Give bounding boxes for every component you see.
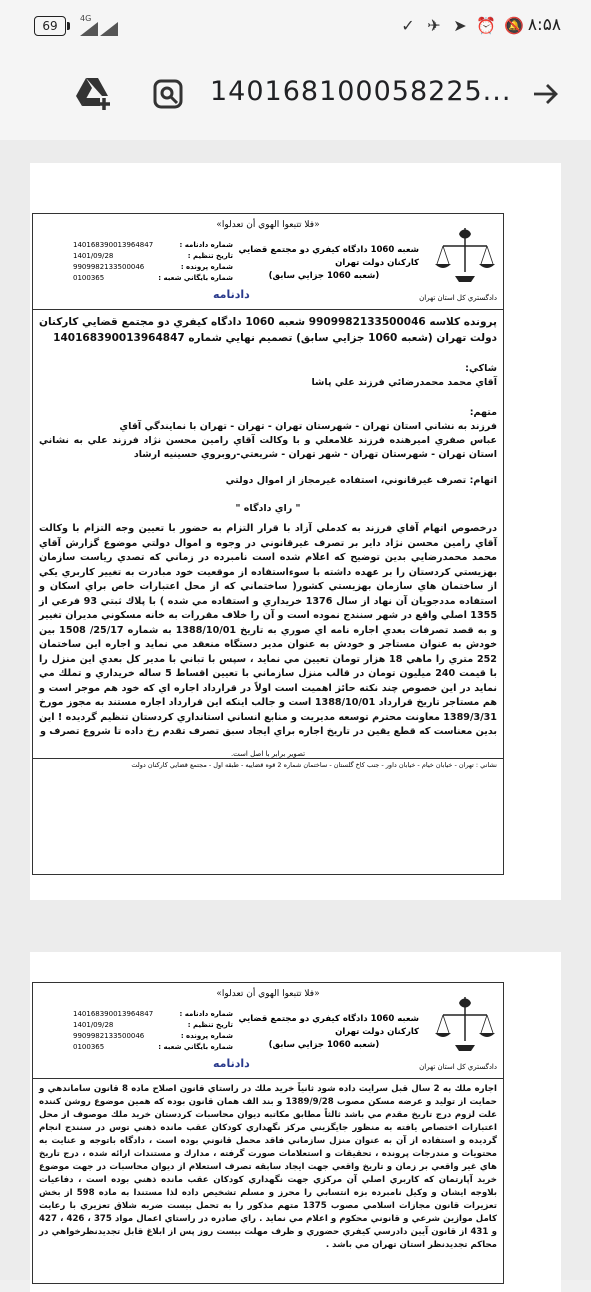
- meta-label: شماره بايگاني شعبه :: [158, 1043, 233, 1051]
- check-icon: ✓: [401, 16, 415, 35]
- meta-value: 1401/09/28: [73, 252, 114, 260]
- case-metadata: [73, 1009, 233, 1053]
- meta-row: [73, 1020, 233, 1031]
- plaintiff-label: شاكي:: [465, 363, 497, 374]
- meta-row: [73, 273, 233, 284]
- case-metadata: [73, 240, 233, 284]
- document-header: [33, 983, 503, 1079]
- arrow-forward-icon: [532, 80, 560, 108]
- court-name: دادگستري كل استان تهران: [419, 294, 497, 302]
- court-opinion-heading: " راي دادگاه ": [235, 503, 301, 514]
- branch-line: شعبه 1060 دادگاه كيفري دو مجتمع قضايي كاركنان دولت تهران: [238, 1014, 419, 1037]
- case-line: پرونده كلاسه 9909982133500046 شعبه 1060 دادگاه كيفري دو مجتمع قضايي كاركنان دولت تهران (شعبه 1060 جزايي سابق) تصميم نهايي شماره 140168390013964847: [39, 316, 497, 344]
- verdict-title: دادنامه: [213, 288, 250, 301]
- branch-name: [229, 1013, 419, 1052]
- signal-icon: [100, 22, 118, 36]
- meta-row: [73, 262, 233, 273]
- meta-value: 9909982133500046: [73, 263, 145, 271]
- branch-name: [229, 244, 419, 283]
- google-lens-button[interactable]: [148, 74, 188, 114]
- open-button[interactable]: [526, 74, 566, 114]
- accused-line: فرزند به نشاني استان تهران - شهرستان تهران - تهران - تهران با نمايندگي آقاي: [119, 421, 497, 432]
- court-address: نشاني : تهران - خيابان خيام - خيابان داور - جنب كاخ گلستان - ساختمان شماره 2 قوه قضاييه - طبقه اول - مجتمع قضايي كاركنان دولت: [33, 758, 503, 771]
- branch-line: (شعبه 1060 جزايي سابق): [268, 271, 380, 281]
- clock: ۸:۵۸: [527, 15, 561, 35]
- bismillah: «فلا تتبعوا الهوي أن تعدلوا»: [216, 220, 320, 230]
- alarm-icon: ⏰: [476, 16, 496, 35]
- app-toolbar: [0, 52, 591, 141]
- meta-label: شماره دادنامه :: [179, 1010, 233, 1018]
- meta-label: تاريخ تنظيم :: [187, 1021, 233, 1029]
- verdict-body: [33, 310, 503, 750]
- accused-line: عباس صفري اميرهنده فرزند غلامعلي و با وكالت آقاي رامين محسن نژاد فرزند علي به نشاني استان تهران - شهرستان تهران - شهر تهران - شريعتي-روبروي حسينيه ارشاد: [39, 435, 497, 460]
- charge-line: [39, 474, 497, 488]
- signal-icon: [80, 22, 98, 36]
- meta-label: شماره دادنامه :: [179, 241, 233, 249]
- meta-row: [73, 251, 233, 262]
- verdict-frame: [32, 213, 504, 875]
- meta-value: 9909982133500046: [73, 1032, 145, 1040]
- branch-line: (شعبه 1060 جزايي سابق): [268, 1040, 380, 1050]
- file-title: 140168100058225...: [210, 76, 512, 107]
- accused-label: متهم:: [469, 407, 497, 418]
- charge-label: اتهام:: [469, 475, 497, 486]
- branch-line: شعبه 1060 دادگاه كيفري دو مجتمع قضايي كاركنان دولت تهران: [238, 245, 419, 268]
- meta-value: 140168390013964847: [73, 241, 154, 249]
- document-page-1: [30, 163, 561, 900]
- meta-label: شماره بايگاني شعبه :: [158, 274, 233, 282]
- meta-row: [73, 240, 233, 251]
- meta-label: تاريخ تنظيم :: [187, 252, 233, 260]
- document-page-2: [30, 952, 561, 1292]
- bismillah: «فلا تتبعوا الهوي أن تعدلوا»: [216, 989, 320, 999]
- verdict-frame: [32, 982, 504, 1284]
- meta-row: [73, 1042, 233, 1053]
- telegram-icon: ➤: [453, 16, 467, 35]
- meta-value: 140168390013964847: [73, 1010, 154, 1018]
- status-bar: [0, 0, 591, 52]
- verdict-paragraph: درخصوص اتهام آقاي فرزند به كدملي آزاد با قرار التزام به حضور با تعيين وجه التزام با وكالت آقاي رامين محسن نژاد داير بر تصرف غيرقانوني در وجوه و اموال دولتي موضوع گزارش آقاي محمد محمدرضايي بدين توضيح كه اعلام شده است نامبرده در زماني كه تصدي رياست سازمان بهزيستي كردستان را بر عهده داشته با سوءاستفاده از موقعيت خود مبادرت به تغيير كاربري يكي از ساختمان هاي سازمان بهزيستي كشور( ساختماني كه از محل اعتبارات خاص براي اسكان و استفاده مددجويان آن نهاد از سال 1376 خريداري و استفاده مي شده ) با پلاك ثبتي 93 فرعي از 1355 اصلي واقع در شهر سنندج نموده است و آن را خلاف مقررات به خانه مسكوني مديران تغيير و به قصد تصرفات بعدي اجاره نامه اي صوري به تاريخ 1388/10/01 به شماره 25/17/ 1508 بين خودش به عنوان مستاجر و خودش به عنوان مدير دستگاه منعقد مي نمايد و اجاره اين ساختمان 252 متري را ماهي 18 هزار تومان تعيين مي نمايد ، سپس با تباني با مدير كل بعدي اين منزل را با قيمت 240 ميليون تومان در قالب منزل سازماني با تعيين اقساط 5 ساله خريداري و تملك مي نمايد در اين خصوص چند نكته حائز اهميت است اولاً در قرارداد اجاره اي كه خود هم موجر است و هم مستاجر تاريخ قرارداد 1388/10/01 است و جالب اينكه اين قرارداد اجاره مستند به مجوز مورخ 1389/3/31 معاونت محترم توسعه مديريت و منابع انساني استانداري كردستان تنظيم گرديده ! اين بدين معناست كه قطع يقين در تاريخ اجاره براي ايجاد سبق تصرف تقدم رخ داده تا شروع تصرف و: [39, 523, 498, 737]
- meta-value: 1401/09/28: [73, 1021, 114, 1029]
- plaintiff: آقاي محمد محمدرضائي فرزند علي پاشا: [311, 377, 497, 388]
- court-name: دادگستري كل استان تهران: [419, 1063, 497, 1071]
- send-icon: ✈: [427, 16, 441, 35]
- meta-value: 0100365: [73, 274, 105, 282]
- scales-emblem-icon: [435, 224, 495, 294]
- document-viewer[interactable]: [0, 140, 591, 1280]
- meta-value: 0100365: [73, 1043, 105, 1051]
- add-to-drive-icon: [74, 76, 114, 112]
- google-lens-icon: [152, 78, 184, 110]
- verdict-title: دادنامه: [213, 1057, 250, 1070]
- meta-row: [73, 1009, 233, 1020]
- document-header: [33, 214, 503, 310]
- battery-indicator: 69: [34, 16, 66, 36]
- verdict-paragraph: اجاره ملك به 2 سال قبل سرايت داده شود ثانياً خريد ملك در راستاي قانون اصلاح ماده 8 قانون ساماندهي و حمايت از توليد و عرضه مسكن مصوب 1389/9/28 و بند الف همان قانون بوده كه همين موضوع روشن كننده علت لزوم درج تاريخ مقدم مي باشد ثالثاً مطابق مكاتبه ديوان محاسبات كردستان خريد ملك موصوف از محل اعتبارات اختصاص يافته به منظور جايگزيني مركز نگهداري كودكان عقب مانده ذهني توس در سنندج انجام گرديده و استفاده از آن به عنوان منزل سازماني فاقد محمل قانوني بوده است ، دادگاه باتوجه و عنايت به محتويات و مندرجات پرونده ، تحقيقات و استعلامات صورت گرفته ، مدارك و مستندات ارائه شده ، درج تاريخ هاي غير واقعي بر زمان و تاريخ واقعي جهت ايجاد سابقه تصرف استعلام از ديوان محاسبات در جهت موضوع خريد آپارتمان كه كاربري اصلي آن مركزي جهت نگهداري كودكان عقب مانده ذهني بوده است ، دفاعيات بلاوجه ايشان و وكيل نامبرده بزه انتسابي را محرز و مسلم تشخيص داده لذا مستندا به ماده 598 از بخش تعزيرات قانون مجازات اسلامي مصوب 1375 متهم مذكور را به تحمل بيست ضربه شلاق تعزيري با رعايت كامل موازين شرعي و قانوني محكوم و اعلام مي نمايد . راي صادره در راستاي اعمال مواد 375 ، 426 ، 427 و 431 از قانون آيين دادرسي كيفري حضوري و ظرف مهلت بيست روز پس از ابلاغ قابل تجديدنظرخواهي در محاكم تجديدنظر استان تهران مي باشد .: [39, 1084, 498, 1250]
- meta-label: شماره پرونده :: [180, 1032, 233, 1040]
- meta-label: شماره پرونده :: [180, 263, 233, 271]
- true-copy-note: تصوير برابر با اصل است.: [230, 749, 306, 758]
- meta-row: [73, 1031, 233, 1042]
- scales-emblem-icon: [435, 993, 495, 1063]
- network-type: 4G: [80, 14, 92, 23]
- mute-icon: 🔕: [504, 16, 524, 35]
- charge-text: تصرف غيرقانوني، استفاده غيرمجاز از اموال دولتي: [225, 475, 467, 486]
- verdict-body: [33, 1079, 503, 1262]
- add-to-drive-button[interactable]: [74, 74, 114, 114]
